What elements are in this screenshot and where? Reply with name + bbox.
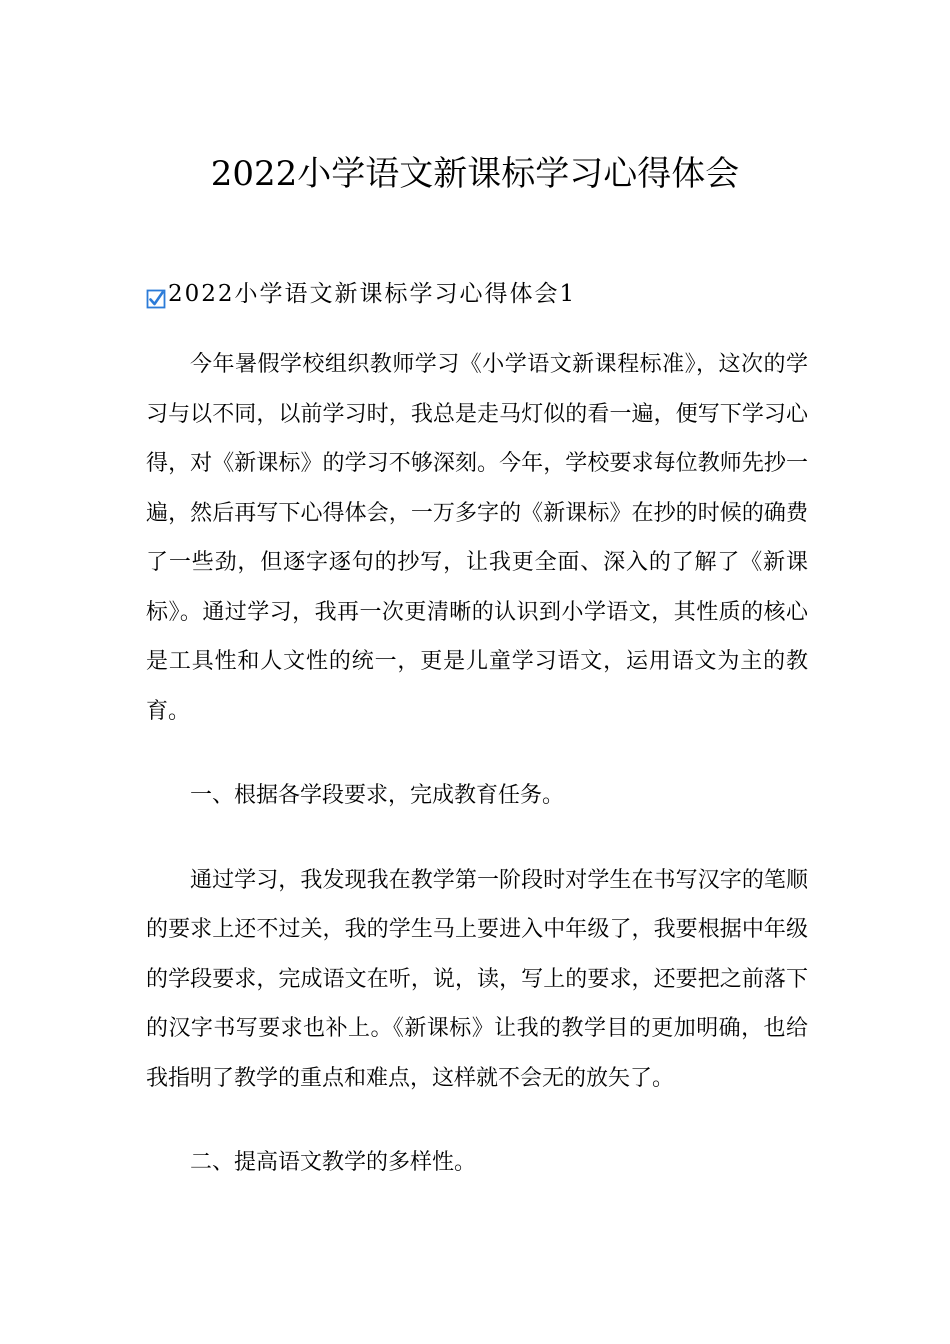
- paragraph-point-one-body: 通过学习，我发现我在教学第一阶段时对学生在书写汉字的笔顺的要求上还不过关，我的学生马上要进入中年级了，我要根据中年级的学段要求，完成语文在听，说，读，写上的要求，还要把之前落下的汉字书写要求也补上。《新课标》让我的教学目的更加明确，也给我指明了教学的重点和难点，这样就不会无的放矢了。: [146, 867, 808, 1091]
- paragraph-point-one-heading: 一、根据各学段要求，完成教育任务。: [190, 783, 565, 808]
- checked-box-icon: [146, 289, 166, 309]
- document-title: 2022小学语文新课标学习心得体会: [210, 154, 740, 194]
- paragraph-intro: 今年暑假学校组织教师学习《小学语文新课程标准》，这次的学习与以不同，以前学习时，我总是走马灯似的看一遍，便写下学习心得，对《新课标》的学习不够深刻。今年，学校要求每位教师先抄一遍，然后再写下心得体会，一万多字的《新课标》在抄的时候的确费了一些劲，但逐字逐句的抄写，让我更全面、深入的了解了《新课标》。通过学习，我再一次更清晰的认识到小学语文，其性质的核心是工具性和人文性的统一，更是儿童学习语文，运用语文为主的教育。: [146, 352, 808, 724]
- document-body: [146, 340, 808, 1223]
- section-heading-text: 2022小学语文新课标学习心得体会1: [168, 281, 577, 307]
- section-heading: [146, 276, 576, 312]
- paragraph-point-two-heading: 二、提高语文教学的多样性。: [190, 1150, 477, 1175]
